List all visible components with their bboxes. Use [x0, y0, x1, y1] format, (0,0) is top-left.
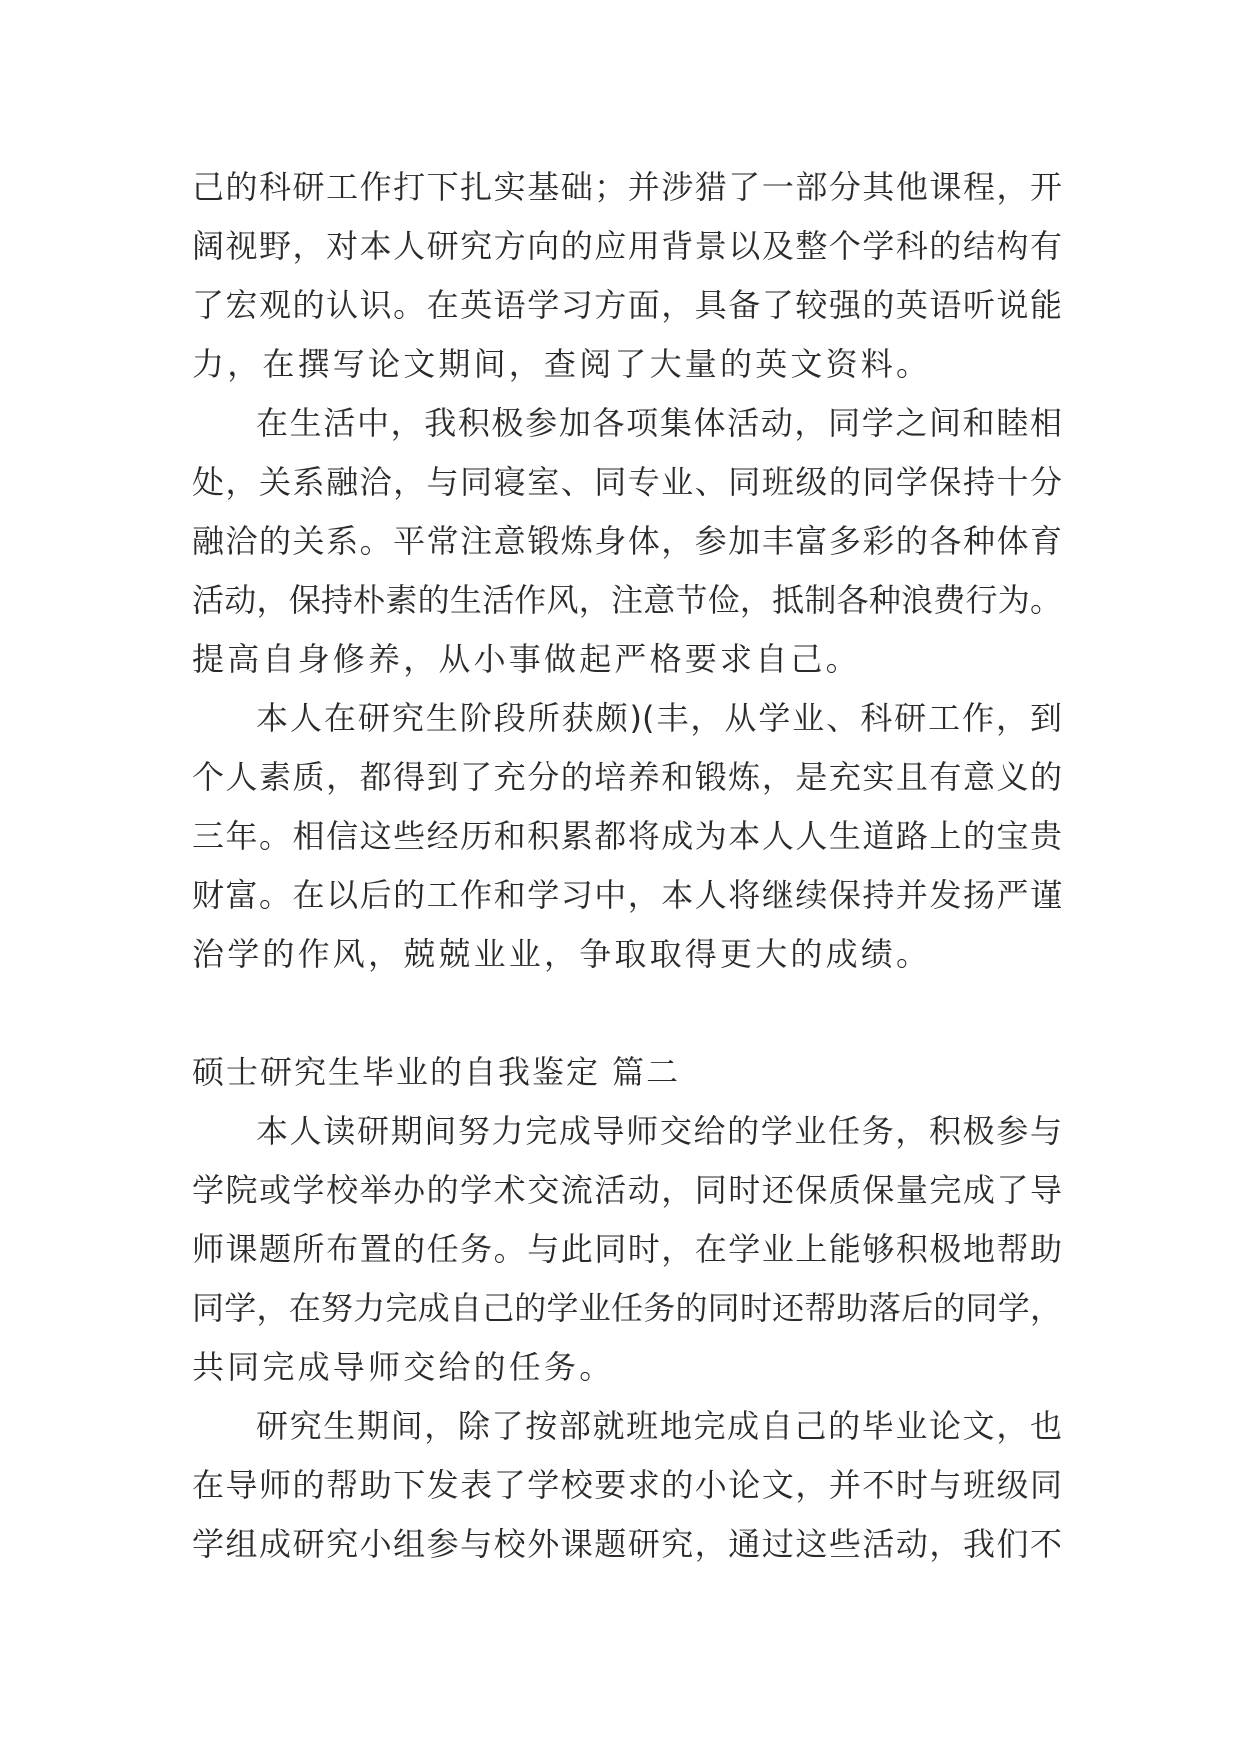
paragraph-line: 研究生期间，除了按部就班地完成自己的毕业论文，也 — [256, 1407, 1062, 1445]
paragraph-line: 处，关系融洽，与同寝室、同专业、同班级的同学保持十分 — [192, 463, 1062, 501]
paragraph-line: 个人素质，都得到了充分的培养和锻炼，是充实且有意义的 — [192, 758, 1062, 796]
paragraph-line: 力，在撰写论文期间，查阅了大量的英文资料。 — [192, 345, 932, 383]
paragraph-line: 三年。相信这些经历和积累都将成为本人人生道路上的宝贵 — [192, 817, 1062, 855]
paragraph-line: 师课题所布置的任务。与此同时，在学业上能够积极地帮助 — [192, 1230, 1062, 1268]
paragraph-line: 学院或学校举办的学术交流活动，同时还保质保量完成了导 — [192, 1171, 1062, 1209]
paragraph — [192, 1397, 1062, 1574]
paragraph — [192, 394, 1062, 689]
paragraph-line: 己的科研工作打下扎实基础；并涉猎了一部分其他课程，开 — [192, 168, 1062, 206]
paragraph-line: 在导师的帮助下发表了学校要求的小论文，并不时与班级同 — [192, 1466, 1062, 1504]
paragraph — [192, 689, 1062, 984]
paragraph-line: 融洽的关系。平常注意锻炼身体，参加丰富多彩的各种体育 — [192, 522, 1062, 560]
paragraph-line: 同学，在努力完成自己的学业任务的同时还帮助落后的同学， — [192, 1289, 1062, 1327]
paragraph-line: 本人在研究生阶段所获颇)(丰，从学业、科研工作，到 — [256, 699, 1062, 737]
section-gap — [192, 984, 1062, 1043]
paragraph — [192, 1102, 1062, 1397]
paragraph-line: 活动，保持朴素的生活作风，注意节俭，抵制各种浪费行为。 — [192, 581, 1062, 619]
paragraph-line: 在生活中，我积极参加各项集体活动，同学之间和睦相 — [256, 404, 1062, 442]
document-body — [192, 158, 1062, 1574]
paragraph-line: 阔视野，对本人研究方向的应用背景以及整个学科的结构有 — [192, 227, 1062, 265]
paragraph-line: 共同完成导师交给的任务。 — [192, 1348, 615, 1386]
section-heading: 硕士研究生毕业的自我鉴定 篇二 — [192, 1053, 681, 1091]
paragraph-line: 本人读研期间努力完成导师交给的学业任务，积极参与 — [256, 1112, 1062, 1150]
paragraph-line: 治学的作风，兢兢业业，争取取得更大的成绩。 — [192, 935, 932, 973]
paragraph-line: 提高自身修养，从小事做起严格要求自己。 — [192, 640, 861, 678]
paragraph-line: 了宏观的认识。在英语学习方面，具备了较强的英语听说能 — [192, 286, 1062, 324]
paragraph-line: 财富。在以后的工作和学习中，本人将继续保持并发扬严谨 — [192, 876, 1062, 914]
paragraph-line: 学组成研究小组参与校外课题研究，通过这些活动，我们不 — [192, 1525, 1062, 1563]
paragraph — [192, 158, 1062, 394]
